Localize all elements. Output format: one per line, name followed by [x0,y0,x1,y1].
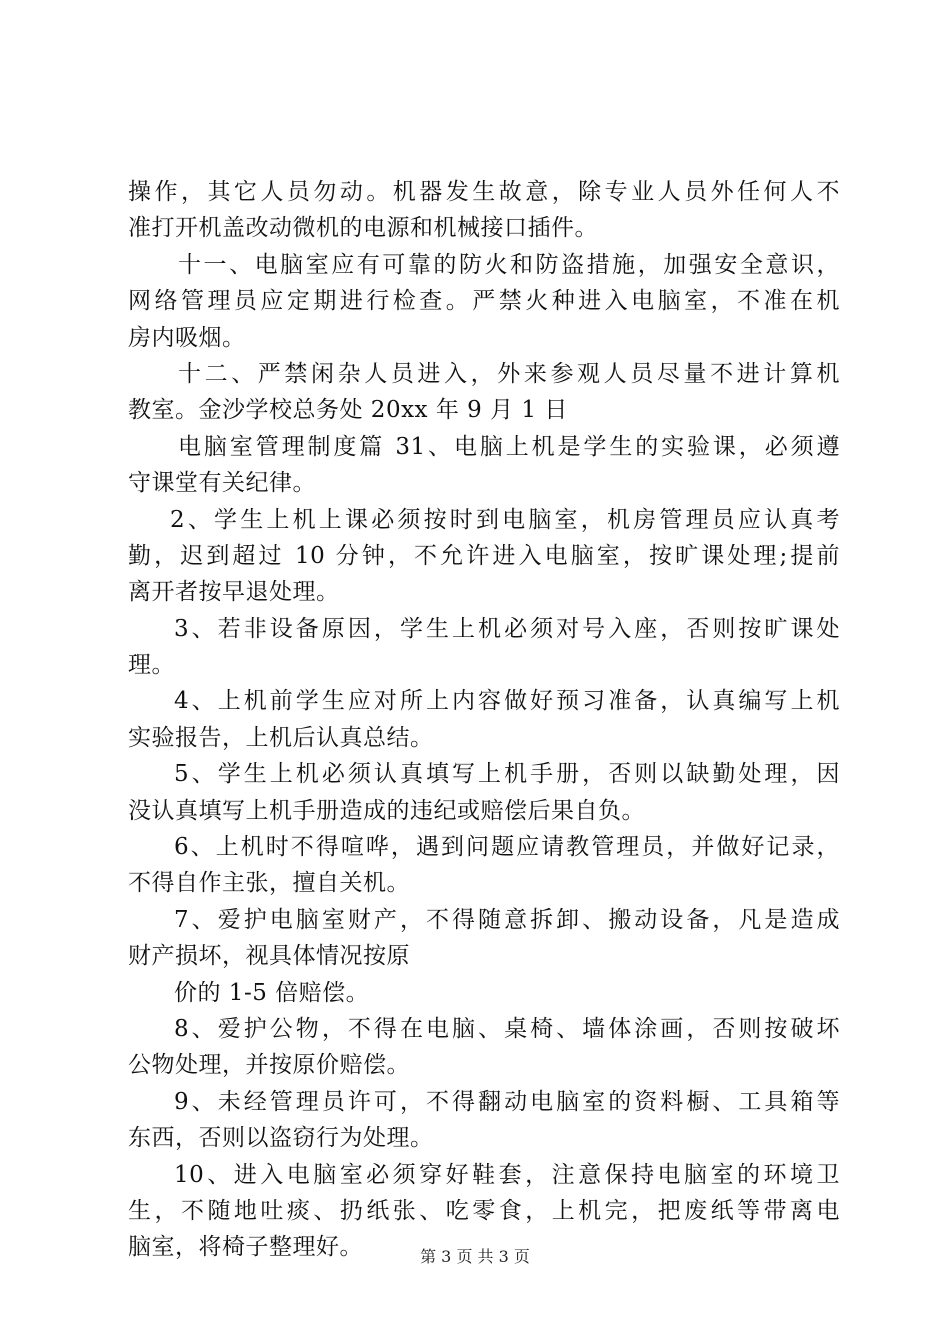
text-line: 2、学生上机上课必须按时到电脑室，机房管理员应认真考 [170,506,840,533]
text-line: 没认真填写上机手册造成的违纪或赔偿后果自负。 [128,797,645,824]
text-line: 实验报告，上机后认真总结。 [128,724,434,751]
text-line: 十一、电脑室应有可靠的防火和防盗措施，加强安全意识， [178,251,840,278]
page-footer: 第 3 页 共 3 页 [420,1247,530,1266]
text-line: 勤，迟到超过 10 分钟，不允许进入电脑室，按旷课处理;提前 [128,542,840,569]
text-line: 4、上机前学生应对所上内容做好预习准备，认真编写上机 [174,688,840,715]
text-line: 离开者按早退处理。 [128,579,340,606]
text-line: 理。 [128,652,175,679]
text-line: 东西，否则以盗窃行为处理。 [128,1125,434,1152]
text-line: 9、未经管理员许可，不得翻动电脑室的资料橱、工具箱等 [174,1088,840,1115]
text-line: 生，不随地吐痰、扔纸张、吃零食，上机完，把废纸等带离电 [128,1197,840,1224]
text-line: 8、爱护公物，不得在电脑、桌椅、墙体涂画，否则按破坏 [174,1015,840,1042]
text-line: 价的 1-5 倍赔偿。 [174,979,370,1006]
text-line: 10、进入电脑室必须穿好鞋套，注意保持电脑室的环境卫 [174,1161,840,1188]
text-line: 7、爱护电脑室财产，不得随意拆卸、搬动设备，凡是造成 [174,906,840,933]
text-line: 操作，其它人员勿动。机器发生故意，除专业人员外任何人不 [128,179,840,205]
text-line: 守课堂有关纪律。 [128,470,316,497]
text-line: 3、若非设备原因，学生上机必须对号入座，否则按旷课处 [174,615,840,642]
text-line: 不得自作主张，擅自关机。 [128,870,410,897]
text-line: 6、上机时不得喧哗，遇到问题应请教管理员，并做好记录， [174,834,840,861]
text-line: 脑室，将椅子整理好。 [128,1234,363,1261]
text-line: 房内吸烟。 [128,324,246,351]
document-body [128,174,840,1266]
text-line: 5、学生上机必须认真填写上机手册，否则以缺勤处理，因 [174,761,840,788]
text-line: 教室。金沙学校总务处 20xx 年 9 月 1 日 [128,397,568,424]
text-line: 公物处理，并按原价赔偿。 [128,1052,410,1079]
text-line: 准打开机盖改动微机的电源和机械接口插件。 [128,215,598,242]
text-line: 网络管理员应定期进行检查。严禁火种进入电脑室，不准在机 [128,288,840,315]
text-line: 财产损坏，视具体情况按原 [128,943,410,970]
text-line: 十二、严禁闲杂人员进入，外来参观人员尽量不进计算机 [178,360,840,387]
text-line: 电脑室管理制度篇 31、电脑上机是学生的实验课，必须遵 [178,433,840,460]
